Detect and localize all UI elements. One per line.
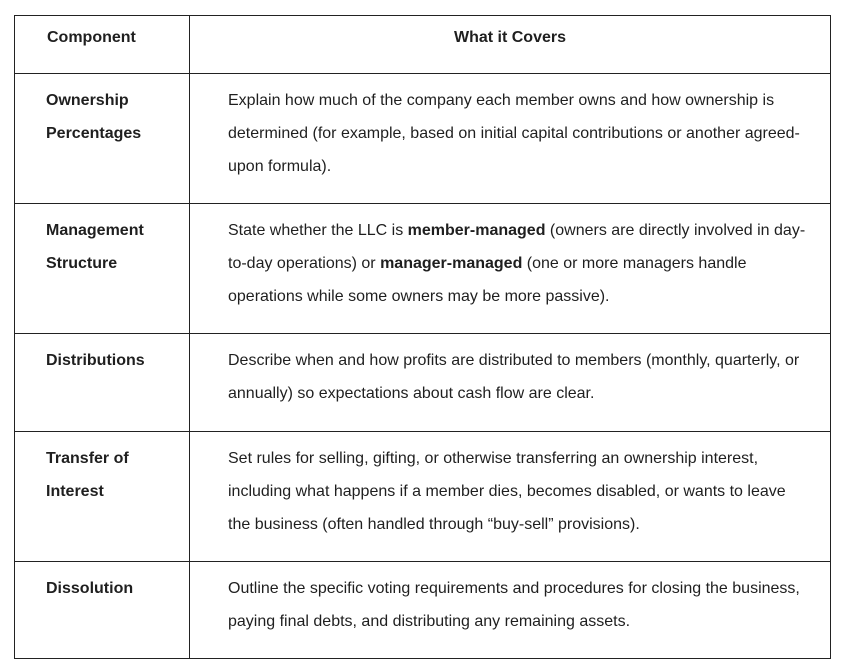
- table-row-transfer: [15, 432, 831, 562]
- component-cell: [15, 74, 190, 204]
- table-row-distributions: [15, 334, 831, 432]
- description-text: State whether the LLC is: [228, 222, 408, 239]
- description-cell: Set rules for selling, gifting, or otherwise transferring an ownership interest, including what happens if a member dies, becomes disabled, or wants to leave the business (often handled through “buy-sell” provisions).: [190, 432, 831, 562]
- component-label-line: Interest: [46, 483, 104, 500]
- component-label-line: Structure: [46, 255, 118, 272]
- bold-term: manager-managed: [380, 255, 523, 272]
- bold-term: member-managed: [407, 222, 546, 239]
- component-cell: [15, 334, 190, 432]
- component-label-line: Ownership: [46, 92, 129, 109]
- component-cell: [15, 204, 190, 334]
- description-cell: Describe when and how profits are distributed to members (monthly, quarterly, or annually) so expectations about cash flow are clear.: [190, 334, 831, 432]
- component-label-line: Percentages: [46, 125, 142, 142]
- description-cell: Explain how much of the company each member owns and how ownership is determined (for example, based on initial capital contributions or another agreed-upon formula).: [190, 74, 831, 204]
- component-cell: [15, 432, 190, 562]
- column-header-covers: What it Covers: [190, 16, 831, 74]
- llc-components-table: [14, 15, 831, 659]
- table-header-row: [15, 16, 831, 74]
- component-label-line: Management: [46, 222, 144, 239]
- column-header-component: Component: [15, 16, 190, 74]
- description-text: (one or more managers handle operations while some owners may be more passive).: [228, 255, 747, 305]
- description-text: (owners are directly involved in day-to-day operations) or: [228, 222, 806, 272]
- component-label-line: Distributions: [46, 352, 145, 369]
- description-cell: [190, 204, 831, 334]
- description-cell: Outline the specific voting requirements and procedures for closing the business, paying final debts, and distributing any remaining assets.: [190, 562, 831, 659]
- component-cell: [15, 562, 190, 659]
- table-row-ownership: [15, 74, 831, 204]
- component-label-line: Transfer of: [46, 450, 129, 467]
- table-row-management: [15, 204, 831, 334]
- component-label-line: Dissolution: [46, 580, 134, 597]
- table-row-dissolution: [15, 562, 831, 659]
